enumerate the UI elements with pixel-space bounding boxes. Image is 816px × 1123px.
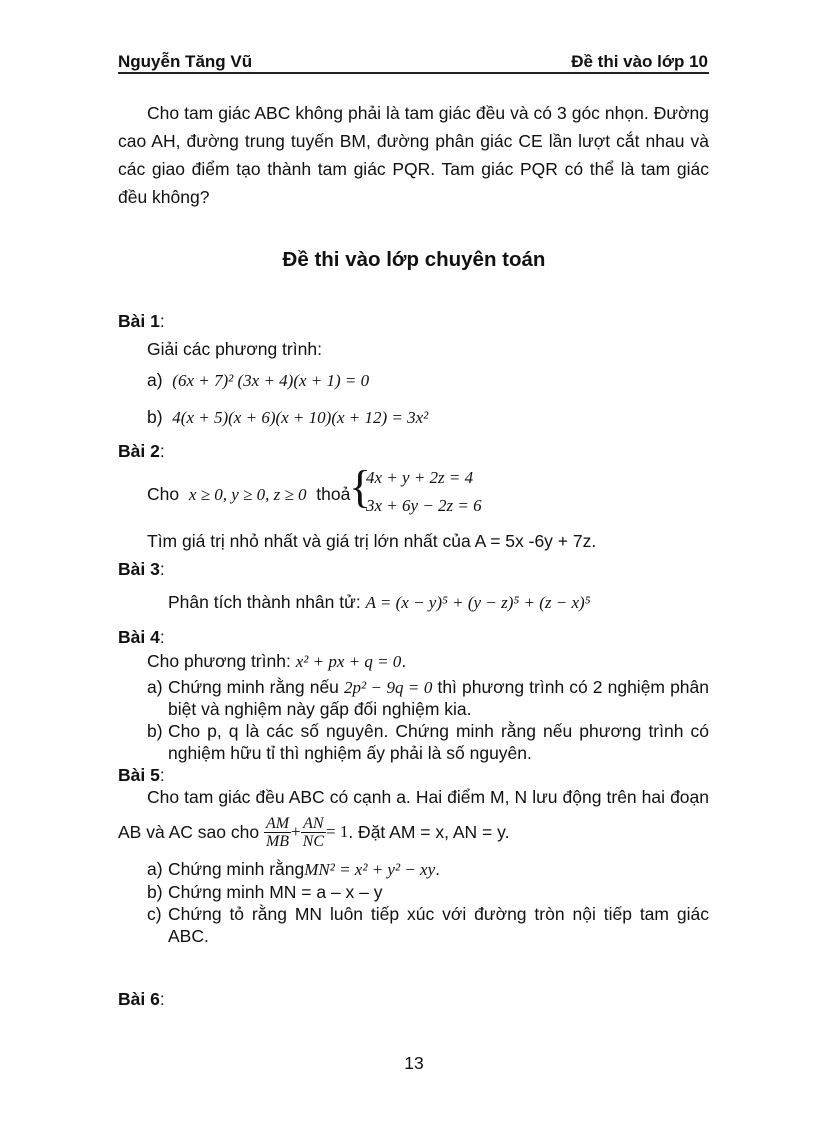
intro-line-2: cao AH, đường trung tuyến BM, đường phân giác CE lần lượt cắt nhau và (118, 131, 709, 151)
bai2-label: Bài 2 (118, 441, 160, 461)
bai3-expression: A = (x − y)⁵ + (y − z)⁵ + (z − x)⁵ (365, 593, 591, 612)
fraction-am-mb (264, 815, 291, 850)
bai4-b-line-2: nghiệm hữu tỉ thì nghiệm ấy phải là số nguyên. (168, 743, 532, 763)
bai2-system-eq-1: 4x + y + 2z = 4 (366, 468, 474, 487)
bai5-b-text: Chứng minh MN = a – x – y (168, 882, 383, 902)
bai5-c-line-2: ABC. (168, 926, 209, 946)
bai1-a-label: a) (147, 370, 163, 390)
bai2-cho: Cho (147, 484, 180, 504)
bai4-a-line-2: biệt và nghiệm này gấp đối nghiệm kia. (168, 699, 472, 719)
fraction-an: AN (301, 815, 326, 833)
bai1-a (147, 367, 369, 394)
bai4-intro-line: Cho phương trình: x² + px + q = 0. (147, 651, 407, 671)
bai3-heading: Bài 3: (118, 559, 165, 579)
bai5-heading: Bài 5: (118, 765, 165, 785)
fraction-an-nc (301, 815, 326, 850)
bai1-heading: Bài 1: (118, 311, 165, 331)
bai2-thoa: thoả (316, 484, 351, 504)
bai4-b-label: b) (147, 721, 163, 741)
bai5-c-label: c) (147, 904, 162, 924)
header-book-title: Đề thi vào lớp 10 (571, 52, 708, 71)
bai1-b (147, 404, 428, 431)
bai3-text: Phân tích thành nhân tử: (168, 592, 361, 612)
bai1-b-label: b) (147, 407, 163, 427)
bai4-a-label: a) (147, 677, 163, 697)
bai2-question: Tìm giá trị nhỏ nhất và giá trị lớn nhất của A = 5x -6y + 7z. (147, 531, 597, 551)
bai5-a-text: Chứng minh rằng (168, 859, 305, 879)
fraction-am: AM (265, 814, 290, 832)
bai2-condition-line (147, 481, 350, 508)
bai6-label: Bài 6 (118, 989, 160, 1009)
bai3-label: Bài 3 (118, 559, 160, 579)
system-brace-icon: { (349, 461, 372, 512)
fraction-equals-one: = 1 (325, 822, 349, 841)
bai2-heading: Bài 2: (118, 441, 165, 461)
bai5-c-line-1: Chứng tỏ rằng MN luôn tiếp xúc với đường tròn nội tiếp tam giác (168, 904, 709, 924)
bai5-b-label: b) (147, 882, 163, 902)
bai5-a-label: a) (147, 859, 163, 879)
bai6-heading: Bài 6: (118, 989, 165, 1009)
bai1-label: Bài 1 (118, 311, 160, 331)
fraction-plus: + (291, 822, 301, 841)
intro-line-4: đều không? (118, 187, 210, 207)
bai5-line-1: Cho tam giác đều ABC có cạnh a. Hai điểm M, N lưu động trên hai đoạn (147, 787, 709, 807)
bai4-heading: Bài 4: (118, 627, 165, 647)
section-title: Đề thi vào lớp chuyên toán (282, 248, 546, 271)
bai2-system-eq-2: 3x + 6y − 2z = 6 (366, 496, 482, 515)
bai2-condition: x ≥ 0, y ≥ 0, z ≥ 0 (188, 485, 307, 504)
bai4-a-pre: Chứng minh rằng nếu (168, 677, 339, 697)
bai5-line-2-pre: AB và AC sao cho (118, 822, 260, 842)
bai4-equation: x² + px + q = 0 (295, 652, 402, 671)
fraction-mb: MB (265, 832, 290, 850)
bai4-a-condition: 2p² − 9q = 0 (344, 678, 433, 697)
bai5-a-line: Chứng minh rằngMN² = x² + y² − xy. (168, 859, 440, 879)
bai3-line (168, 589, 591, 616)
bai4-label: Bài 4 (118, 627, 160, 647)
bai4-intro: Cho phương trình: (147, 651, 291, 671)
intro-line-1: Cho tam giác ABC không phải là tam giác đều và có 3 góc nhọn. Đường (147, 103, 709, 123)
bai5-label: Bài 5 (118, 765, 160, 785)
bai5-line-2 (118, 810, 509, 854)
bai4-a-post: thì phương trình có 2 nghiệm phân (437, 677, 710, 697)
intro-line-3: các giao điểm tạo thành tam giác PQR. Tam giác PQR có thể là tam giác (118, 159, 709, 179)
bai5-a-equation: MN² = x² + y² − xy (304, 860, 436, 879)
header-author: Nguyễn Tăng Vũ (118, 52, 253, 71)
fraction-nc: NC (302, 832, 324, 850)
bai4-b-line-1: Cho p, q là các số nguyên. Chứng minh rằng nếu phương trình có (168, 721, 709, 741)
header-rule (118, 72, 709, 74)
bai1-a-equation: (6x + 7)² (3x + 4)(x + 1) = 0 (172, 371, 370, 390)
bai1-b-equation: 4(x + 5)(x + 6)(x + 10)(x + 12) = 3x² (172, 408, 429, 427)
bai5-line-2-post: . Đặt AM = x, AN = y. (348, 822, 510, 842)
bai1-instruction: Giải các phương trình: (147, 339, 322, 359)
page-number: 13 (404, 1053, 424, 1073)
